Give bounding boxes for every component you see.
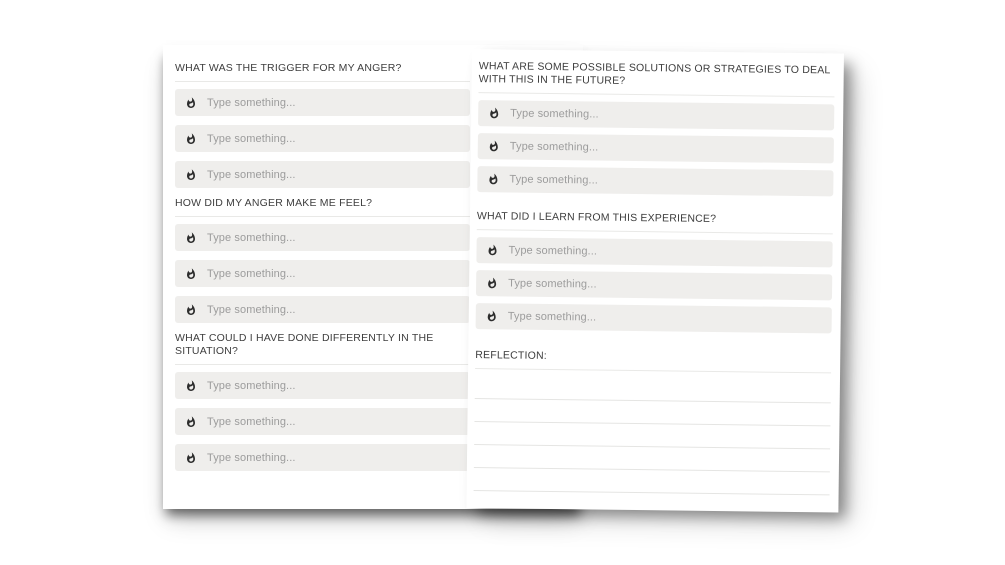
reflection-line[interactable] xyxy=(474,468,830,495)
flame-icon xyxy=(486,244,498,256)
text-input[interactable] xyxy=(175,408,470,435)
input-placeholder: Type something... xyxy=(508,277,597,291)
text-input[interactable] xyxy=(175,296,470,323)
input-placeholder: Type something... xyxy=(507,310,597,324)
text-input[interactable] xyxy=(175,372,470,399)
text-input[interactable] xyxy=(476,303,832,333)
text-input[interactable] xyxy=(477,166,833,196)
input-placeholder: Type something... xyxy=(207,168,296,181)
flame-icon xyxy=(185,452,197,464)
input-placeholder: Type something... xyxy=(207,451,296,464)
flame-icon xyxy=(185,232,197,244)
section-heading: WHAT ARE SOME POSSIBLE SOLUTIONS OR STRATEGIES TO DEAL WITH THIS IN THE FUTURE? xyxy=(478,60,834,97)
text-input[interactable] xyxy=(175,260,470,287)
text-input[interactable] xyxy=(476,270,832,300)
input-placeholder: Type something... xyxy=(509,140,599,154)
input-placeholder: Type something... xyxy=(207,303,296,316)
section-done-differently xyxy=(175,332,470,471)
flame-icon xyxy=(185,268,197,280)
text-input[interactable] xyxy=(478,100,834,130)
flame-icon xyxy=(486,310,498,322)
flame-icon xyxy=(185,133,197,145)
right-page xyxy=(466,49,844,513)
flame-icon xyxy=(486,277,498,289)
input-placeholder: Type something... xyxy=(207,231,296,244)
input-placeholder: Type something... xyxy=(207,379,296,392)
text-input[interactable] xyxy=(175,224,470,251)
flame-icon xyxy=(185,416,197,428)
text-input[interactable] xyxy=(478,133,834,163)
input-placeholder: Type something... xyxy=(207,132,296,145)
section-heading: WHAT COULD I HAVE DONE DIFFERENTLY IN THE SITUATION? xyxy=(175,332,470,365)
input-placeholder: Type something... xyxy=(510,107,599,121)
section-learned xyxy=(476,210,833,333)
section-heading: WHAT DID I LEARN FROM THIS EXPERIENCE? xyxy=(477,210,833,234)
text-input[interactable] xyxy=(175,161,470,188)
text-input[interactable] xyxy=(175,125,470,152)
text-input[interactable] xyxy=(476,237,832,267)
section-heading: WHAT WAS THE TRIGGER FOR MY ANGER? xyxy=(175,62,470,82)
flame-icon xyxy=(185,380,197,392)
section-reflection xyxy=(474,349,832,495)
input-placeholder: Type something... xyxy=(509,173,599,187)
section-heading: REFLECTION: xyxy=(475,349,831,373)
text-input[interactable] xyxy=(175,89,470,116)
flame-icon xyxy=(185,169,197,181)
flame-icon xyxy=(487,173,499,185)
flame-icon xyxy=(185,97,197,109)
input-placeholder: Type something... xyxy=(207,96,296,109)
section-trigger xyxy=(175,62,470,188)
section-heading: HOW DID MY ANGER MAKE ME FEEL? xyxy=(175,197,470,217)
input-placeholder: Type something... xyxy=(207,415,296,428)
text-input[interactable] xyxy=(175,444,470,471)
input-placeholder: Type something... xyxy=(508,244,598,258)
flame-icon xyxy=(185,304,197,316)
section-solutions xyxy=(477,60,835,196)
flame-icon xyxy=(488,107,500,119)
flame-icon xyxy=(488,140,500,152)
section-feelings xyxy=(175,197,470,323)
input-placeholder: Type something... xyxy=(207,267,296,280)
